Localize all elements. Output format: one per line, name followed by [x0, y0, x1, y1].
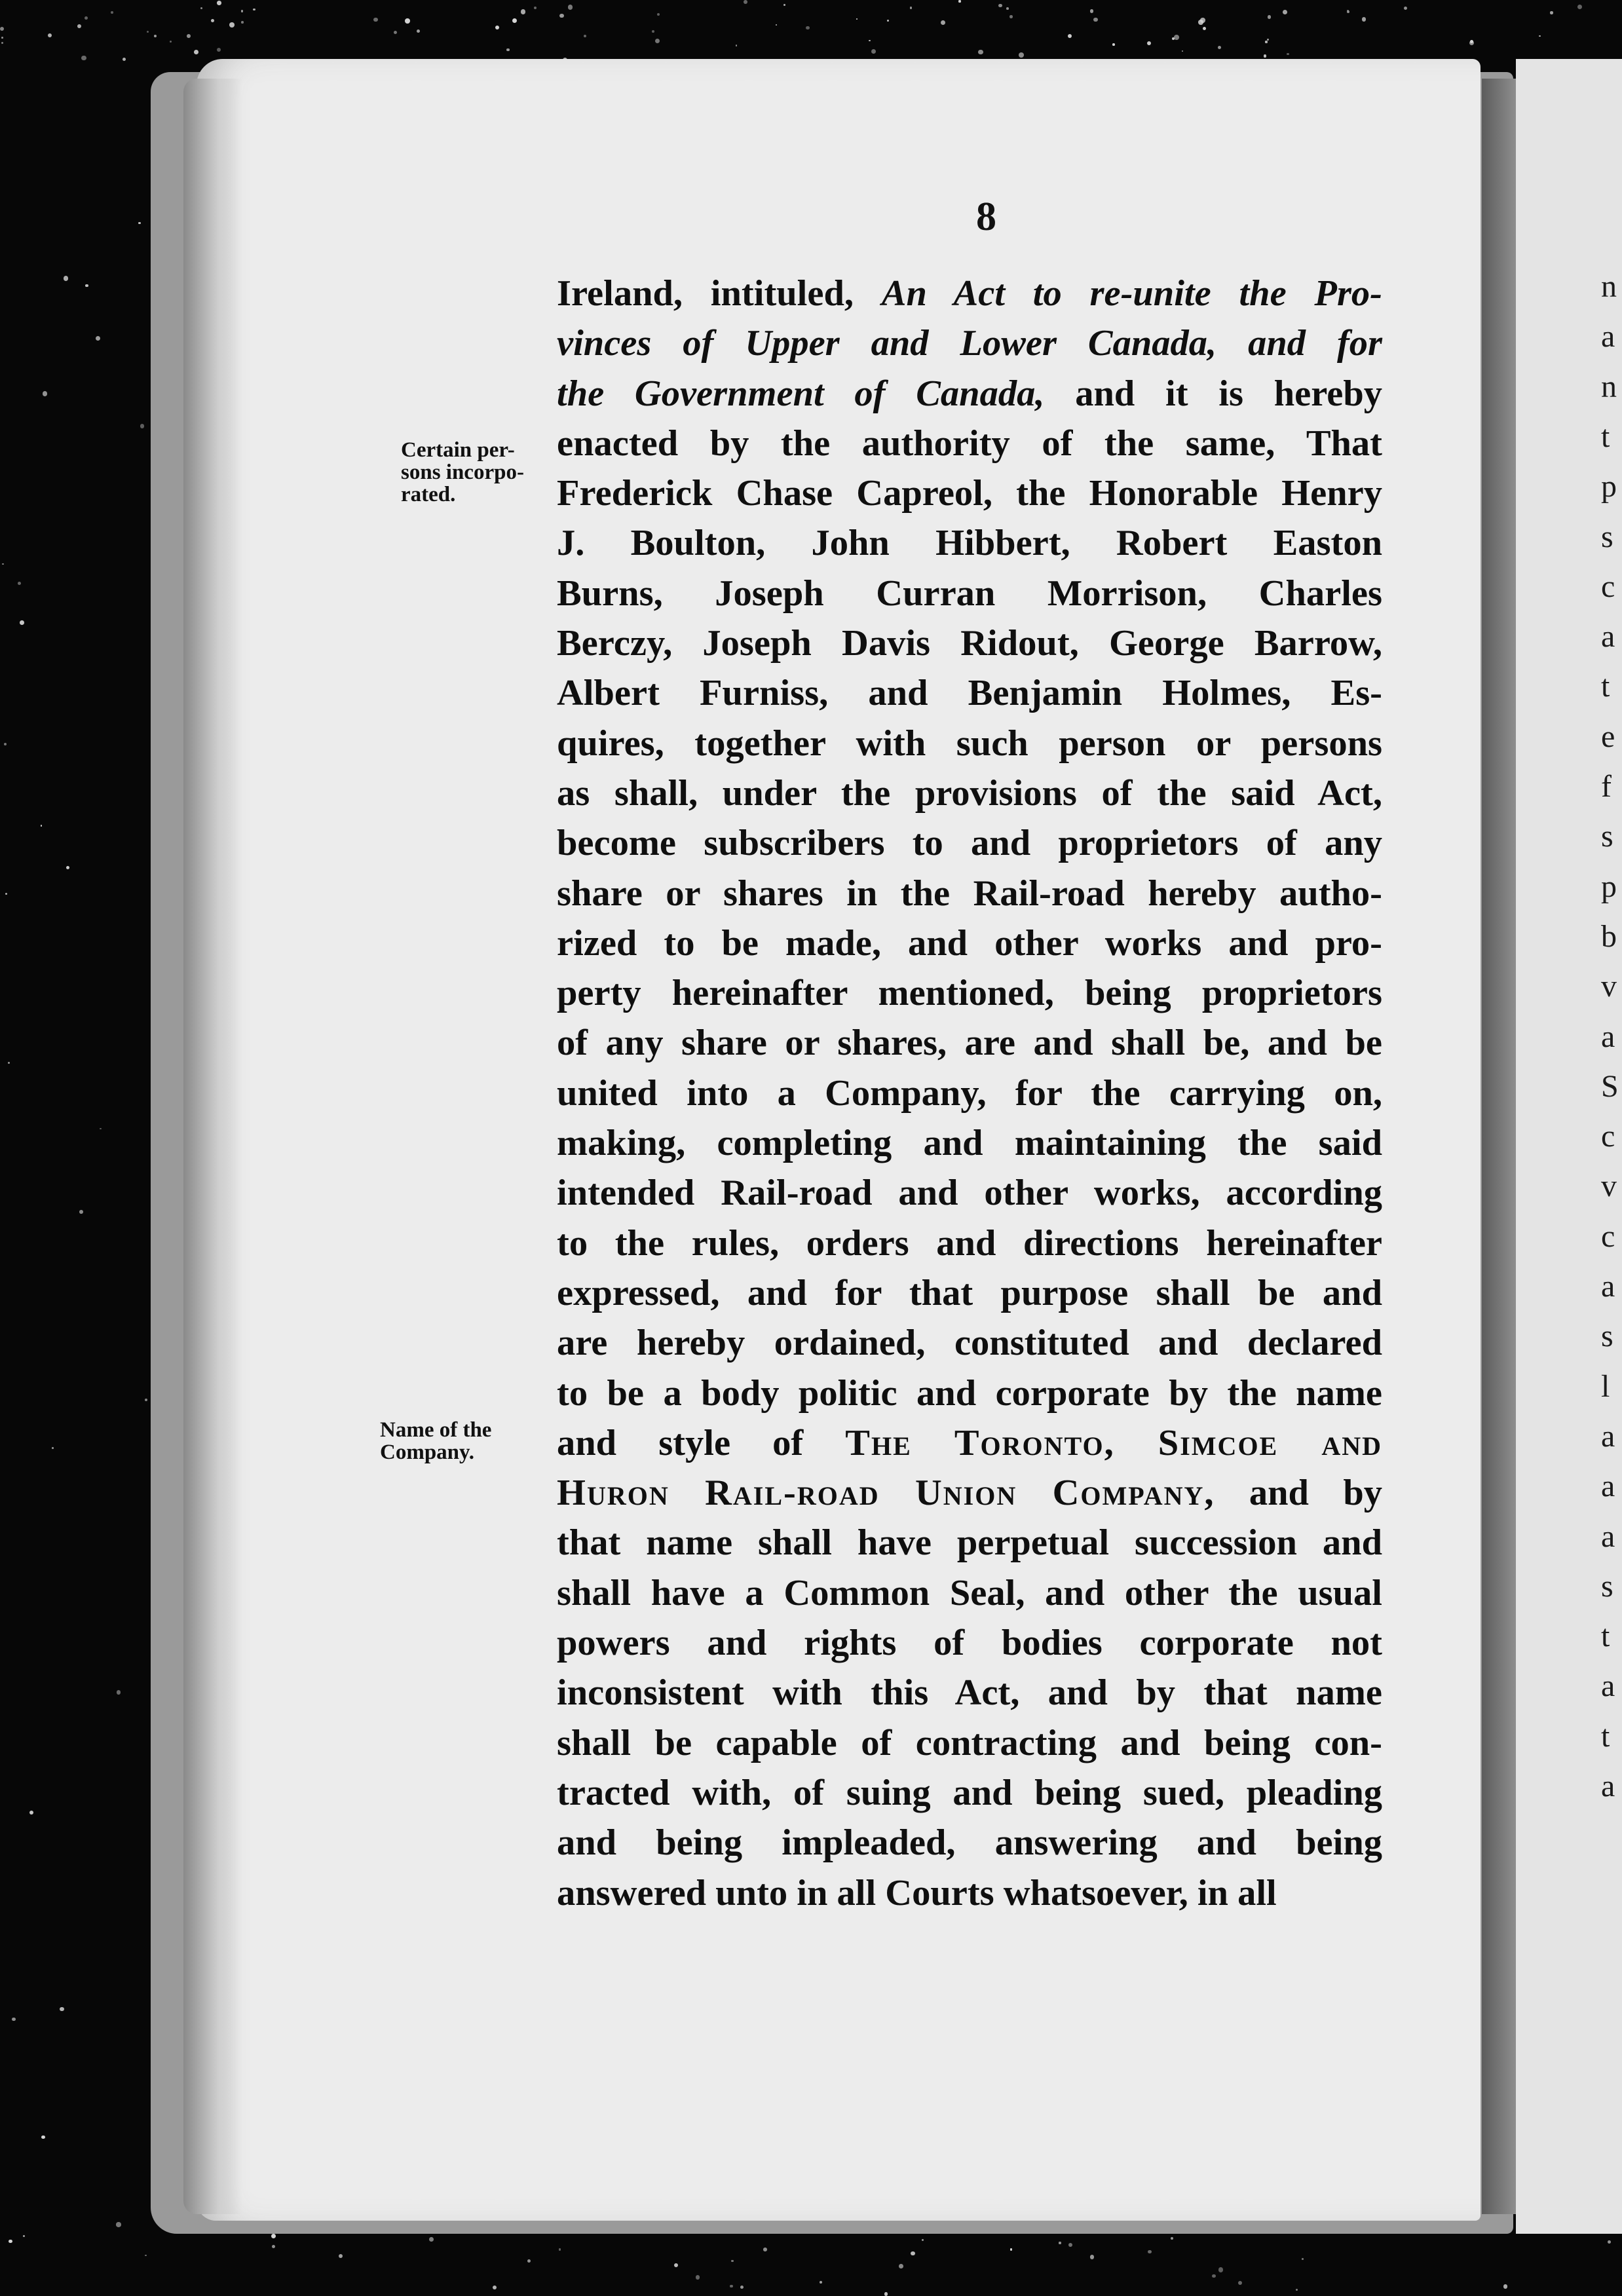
- film-speck: [145, 1399, 147, 1401]
- film-speck: [736, 45, 737, 46]
- film-speck: [1172, 37, 1175, 40]
- film-speck: [241, 10, 244, 12]
- facing-page-letter: a: [1601, 1469, 1615, 1504]
- facing-page-letter: t: [1601, 1619, 1610, 1654]
- facing-page-letter: a: [1601, 1418, 1615, 1454]
- text-run: united into a Company, for the carrying on,: [557, 1072, 1382, 1114]
- text-run: that name shall have perpetual succession and: [557, 1522, 1382, 1564]
- film-speck: [1093, 18, 1098, 22]
- film-speck: [1265, 41, 1267, 43]
- facing-page-fragment: [1516, 59, 1622, 2234]
- film-speck: [763, 2248, 767, 2251]
- film-speck: [911, 2251, 915, 2256]
- film-speck: [1469, 41, 1474, 45]
- text-line: [557, 1068, 1382, 1118]
- facing-page-letter: t: [1601, 1718, 1610, 1754]
- text-run: shall have a Common Seal, and other the usual: [557, 1572, 1382, 1613]
- film-speck: [1203, 27, 1206, 30]
- text-line: [557, 1518, 1382, 1568]
- film-speck: [145, 2255, 146, 2256]
- film-speck: [1068, 2243, 1072, 2247]
- film-speck: [123, 58, 126, 61]
- film-speck: [116, 2222, 121, 2227]
- film-speck: [211, 19, 214, 22]
- text-line: [557, 1868, 1382, 1918]
- film-speck: [1019, 52, 1024, 58]
- film-speck: [730, 2285, 733, 2288]
- facing-page-letter: a: [1601, 1269, 1615, 1304]
- facing-page-letter: a: [1601, 1019, 1615, 1054]
- film-speck: [696, 2275, 700, 2280]
- film-speck: [0, 27, 4, 31]
- film-speck: [1006, 7, 1009, 10]
- film-speck: [147, 31, 149, 33]
- facing-page-letter: c: [1601, 1119, 1615, 1154]
- film-speck: [1608, 2240, 1611, 2244]
- text-run: Berczy, Joseph Davis Ridout, George Barrow,: [557, 623, 1382, 664]
- text-line: [557, 369, 1382, 419]
- film-speck: [77, 24, 81, 28]
- film-speck: [744, 0, 747, 4]
- film-speck: [1148, 2250, 1152, 2254]
- text-run: Frederick Chase Capreol, the Honorable Henry: [557, 473, 1382, 514]
- text-run: making, completing and maintaining the said: [557, 1123, 1382, 1164]
- film-speck: [783, 4, 785, 6]
- film-speck: [958, 0, 960, 2]
- film-speck: [9, 2240, 12, 2244]
- film-speck: [140, 424, 145, 428]
- text-line: [557, 1168, 1382, 1218]
- film-speck: [8, 1062, 10, 1064]
- side-note-name-of-company: [380, 1419, 491, 1463]
- film-speck: [429, 2237, 434, 2242]
- facing-page-letter: l: [1601, 1368, 1610, 1404]
- film-speck: [559, 2248, 561, 2250]
- film-speck: [2, 563, 4, 565]
- text-line: [557, 569, 1382, 618]
- film-speck: [1174, 35, 1179, 40]
- film-speck: [170, 41, 172, 43]
- text-line: [557, 518, 1382, 568]
- facing-page-letter: c: [1601, 569, 1615, 604]
- side-note-line: rated.: [401, 483, 456, 506]
- film-speck: [1238, 2281, 1242, 2285]
- film-speck: [41, 825, 42, 826]
- text-run: and it is hereby: [1044, 373, 1382, 414]
- film-speck: [12, 2018, 16, 2022]
- film-speck: [655, 39, 660, 43]
- film-speck: [998, 4, 1002, 8]
- film-speck: [138, 222, 140, 224]
- film-speck: [229, 22, 235, 28]
- text-run: inconsistent with this Act, and by that name: [557, 1672, 1382, 1714]
- film-speck: [922, 2239, 924, 2241]
- film-speck: [43, 391, 48, 396]
- film-speck: [52, 1447, 54, 1449]
- film-speck: [495, 26, 499, 29]
- side-note-line: Name of the: [380, 1418, 492, 1442]
- film-speck: [81, 56, 86, 61]
- film-speck: [1218, 46, 1221, 49]
- film-speck: [154, 35, 157, 37]
- film-speck: [405, 18, 410, 24]
- film-speck: [856, 18, 858, 20]
- film-speck: [1009, 15, 1013, 18]
- facing-page-letter: p: [1601, 869, 1617, 904]
- facing-page-letter: e: [1601, 719, 1615, 754]
- facing-page-letter: a: [1601, 1518, 1615, 1554]
- film-speck: [1068, 34, 1072, 39]
- film-speck: [41, 2136, 45, 2139]
- film-speck: [657, 13, 660, 16]
- text-line: [557, 1618, 1382, 1668]
- film-speck: [217, 48, 221, 52]
- facing-page-letter: v: [1601, 1169, 1617, 1204]
- text-line: [557, 618, 1382, 668]
- text-line: [557, 1718, 1382, 1768]
- film-speck: [100, 1128, 102, 1130]
- film-speck: [869, 40, 871, 42]
- film-speck: [1, 42, 3, 44]
- facing-page-letter: n: [1601, 269, 1617, 304]
- film-speck: [200, 7, 202, 9]
- text-line: [557, 1368, 1382, 1418]
- side-note-line: sons incorpo-: [401, 461, 524, 484]
- facing-page-letter: a: [1601, 1668, 1615, 1704]
- film-speck: [339, 2254, 343, 2258]
- film-speck: [1503, 2284, 1507, 2288]
- film-speck: [731, 2260, 734, 2263]
- text-line: [557, 918, 1382, 968]
- film-speck: [1090, 9, 1093, 12]
- side-note-line: Company.: [380, 1440, 474, 1464]
- film-speck: [1200, 18, 1205, 22]
- film-speck: [85, 16, 88, 20]
- film-speck: [1147, 41, 1151, 45]
- film-speck: [1283, 10, 1287, 14]
- text-line: [557, 1318, 1382, 1368]
- film-speck: [5, 893, 7, 895]
- side-note-certain-persons: [401, 439, 524, 506]
- film-speck: [871, 49, 876, 54]
- facing-page-letter: p: [1601, 469, 1617, 504]
- film-speck: [1, 37, 3, 39]
- film-speck: [584, 35, 587, 38]
- film-speck: [271, 2234, 276, 2238]
- facing-page-letter: s: [1601, 519, 1613, 554]
- text-run: and being impleaded, answering and being: [557, 1822, 1382, 1864]
- text-line: [557, 269, 1382, 318]
- film-speck: [66, 866, 69, 869]
- film-speck: [568, 5, 573, 10]
- film-speck: [117, 1690, 121, 1694]
- film-speck: [1212, 2274, 1216, 2278]
- film-speck: [48, 33, 52, 37]
- text-run: shall be capable of contracting and being con-: [557, 1722, 1382, 1763]
- text-line: [557, 1218, 1382, 1268]
- text-run: as shall, under the provisions of the said Act,: [557, 772, 1382, 814]
- film-speck: [1287, 53, 1289, 56]
- text-run: enacted by the authority of the same, That: [557, 423, 1382, 464]
- film-speck: [1268, 15, 1272, 19]
- film-speck: [373, 18, 378, 22]
- film-speck: [217, 1, 221, 5]
- film-speck: [887, 20, 889, 22]
- film-speck: [1362, 17, 1366, 21]
- text-line: [557, 719, 1382, 768]
- film-speck: [978, 50, 983, 55]
- text-run: and style of: [557, 1422, 846, 1463]
- film-speck: [1267, 39, 1268, 40]
- text-run: rized to be made, and other works and pro-: [557, 922, 1382, 964]
- text-run: are hereby ordained, constituted and declared: [557, 1323, 1382, 1364]
- film-speck: [111, 11, 113, 14]
- text-line: [557, 1568, 1382, 1618]
- text-run: tracted with, of suing and being sued, pleading: [557, 1772, 1382, 1813]
- text-line: [557, 1268, 1382, 1318]
- film-speck: [1577, 5, 1582, 9]
- film-speck: [910, 7, 912, 9]
- facing-page-letter: c: [1601, 1218, 1615, 1254]
- film-speck: [20, 620, 24, 625]
- facing-page-letter: s: [1601, 1568, 1613, 1604]
- film-speck: [559, 14, 563, 18]
- film-speck: [521, 9, 526, 14]
- film-speck: [64, 276, 68, 280]
- film-speck: [417, 29, 420, 33]
- facing-page-letter: v: [1601, 969, 1617, 1004]
- film-speck: [1112, 43, 1115, 46]
- facing-page-letter: n: [1601, 369, 1617, 404]
- text-line: [557, 818, 1382, 868]
- film-speck: [1550, 11, 1553, 14]
- film-speck: [29, 1811, 33, 1815]
- text-run: quires, together with such person or persons: [557, 723, 1382, 764]
- film-speck: [1090, 2255, 1094, 2259]
- text-run: answered unto in all Courts whatsoever, in all: [557, 1872, 1277, 1913]
- facing-page-letter: a: [1601, 319, 1615, 354]
- text-line: [557, 1118, 1382, 1168]
- text-line: [557, 968, 1382, 1018]
- text-run: intended Rail-road and other works, according: [557, 1173, 1382, 1214]
- film-speck: [493, 2286, 497, 2289]
- text-run: to the rules, orders and directions hereinafter: [557, 1222, 1382, 1264]
- film-speck: [512, 18, 517, 23]
- film-speck: [527, 2259, 531, 2263]
- text-line: [557, 1818, 1382, 1868]
- text-run: of any share or shares, are and shall be, and be: [557, 1023, 1382, 1064]
- body-text: [557, 269, 1382, 1918]
- film-speck: [79, 1210, 83, 1214]
- text-line: [557, 1468, 1382, 1518]
- facing-page-letter: b: [1601, 918, 1617, 954]
- side-note-line: Certain per-: [401, 438, 515, 462]
- film-speck: [23, 2235, 25, 2237]
- film-speck: [506, 48, 510, 52]
- film-speck: [394, 31, 397, 34]
- italic-run: the Government of Canada,: [557, 373, 1045, 414]
- text-run: Ireland, intituled,: [557, 273, 882, 314]
- text-run: become subscribers to and proprietors of any: [557, 823, 1382, 864]
- facing-page-letter: a: [1601, 619, 1615, 654]
- film-speck: [1539, 35, 1541, 37]
- film-speck: [1059, 2242, 1061, 2244]
- text-run: expressed, and for that purpose shall be and: [557, 1272, 1382, 1313]
- film-speck: [1302, 2258, 1304, 2260]
- film-speck: [820, 2281, 823, 2284]
- film-speck: [4, 743, 7, 745]
- film-speck: [534, 7, 537, 9]
- small-caps-run: The Toronto, Simcoe and: [845, 1422, 1382, 1463]
- film-speck: [272, 2245, 275, 2248]
- page-number: 8: [976, 195, 996, 239]
- film-speck: [253, 9, 255, 11]
- gutter-shadow: [183, 79, 242, 2214]
- film-speck: [1218, 2267, 1223, 2272]
- facing-page-letter: t: [1601, 419, 1610, 454]
- text-line: [557, 1768, 1382, 1818]
- film-speck: [740, 2286, 744, 2289]
- film-speck: [806, 26, 809, 29]
- film-speck: [1171, 2237, 1173, 2240]
- small-caps-run: Huron Rail-road Union Company,: [557, 1473, 1215, 1514]
- film-speck: [194, 50, 198, 54]
- film-speck: [776, 24, 777, 26]
- film-speck: [1010, 2248, 1012, 2250]
- facing-page-letter: t: [1601, 669, 1610, 704]
- film-speck: [187, 34, 191, 38]
- facing-page-letter: S: [1601, 1068, 1619, 1104]
- text-line: [557, 1668, 1382, 1718]
- italic-run: vinces of Upper and Lower Canada, and for: [557, 323, 1382, 364]
- text-line: [557, 668, 1382, 718]
- text-line: [557, 869, 1382, 918]
- text-run: perty hereinafter mentioned, being proprietors: [557, 973, 1382, 1014]
- facing-page-letter: s: [1601, 819, 1613, 854]
- page-fold-band: [1482, 79, 1516, 2214]
- facing-page-letter: a: [1601, 1769, 1615, 1803]
- text-line: [557, 318, 1382, 368]
- film-speck: [1182, 50, 1183, 52]
- film-speck: [884, 2292, 888, 2296]
- film-speck: [96, 336, 100, 341]
- film-speck: [674, 2263, 678, 2267]
- film-speck: [941, 20, 945, 25]
- film-speck: [1264, 54, 1266, 57]
- film-speck: [1296, 2289, 1298, 2291]
- text-run: J. Boulton, John Hibbert, Robert Easton: [557, 523, 1382, 564]
- film-speck: [18, 582, 21, 585]
- facing-page-letter: f: [1601, 769, 1612, 804]
- text-run: share or shares in the Rail-road hereby autho-: [557, 873, 1382, 914]
- film-speck: [85, 284, 88, 287]
- text-run: to be a body politic and corporate by the name: [557, 1372, 1382, 1414]
- text-run: powers and rights of bodies corporate not: [557, 1623, 1382, 1664]
- film-speck: [1404, 7, 1407, 10]
- text-run: Albert Furniss, and Benjamin Holmes, Es-: [557, 673, 1382, 714]
- film-speck: [1347, 10, 1349, 13]
- text-run: Burns, Joseph Curran Morrison, Charles: [557, 573, 1382, 614]
- film-speck: [241, 21, 244, 24]
- italic-run: An Act to re-unite the Pro-: [881, 273, 1382, 314]
- text-line: [557, 468, 1382, 518]
- text-line: [557, 419, 1382, 468]
- text-run: and by: [1215, 1473, 1382, 1514]
- film-speck: [60, 2007, 64, 2011]
- text-line: [557, 768, 1382, 818]
- film-speck: [652, 30, 654, 33]
- text-line: [557, 1018, 1382, 1068]
- film-speck: [899, 2264, 903, 2268]
- text-line: [557, 1418, 1382, 1468]
- facing-page-letter: s: [1601, 1319, 1613, 1354]
